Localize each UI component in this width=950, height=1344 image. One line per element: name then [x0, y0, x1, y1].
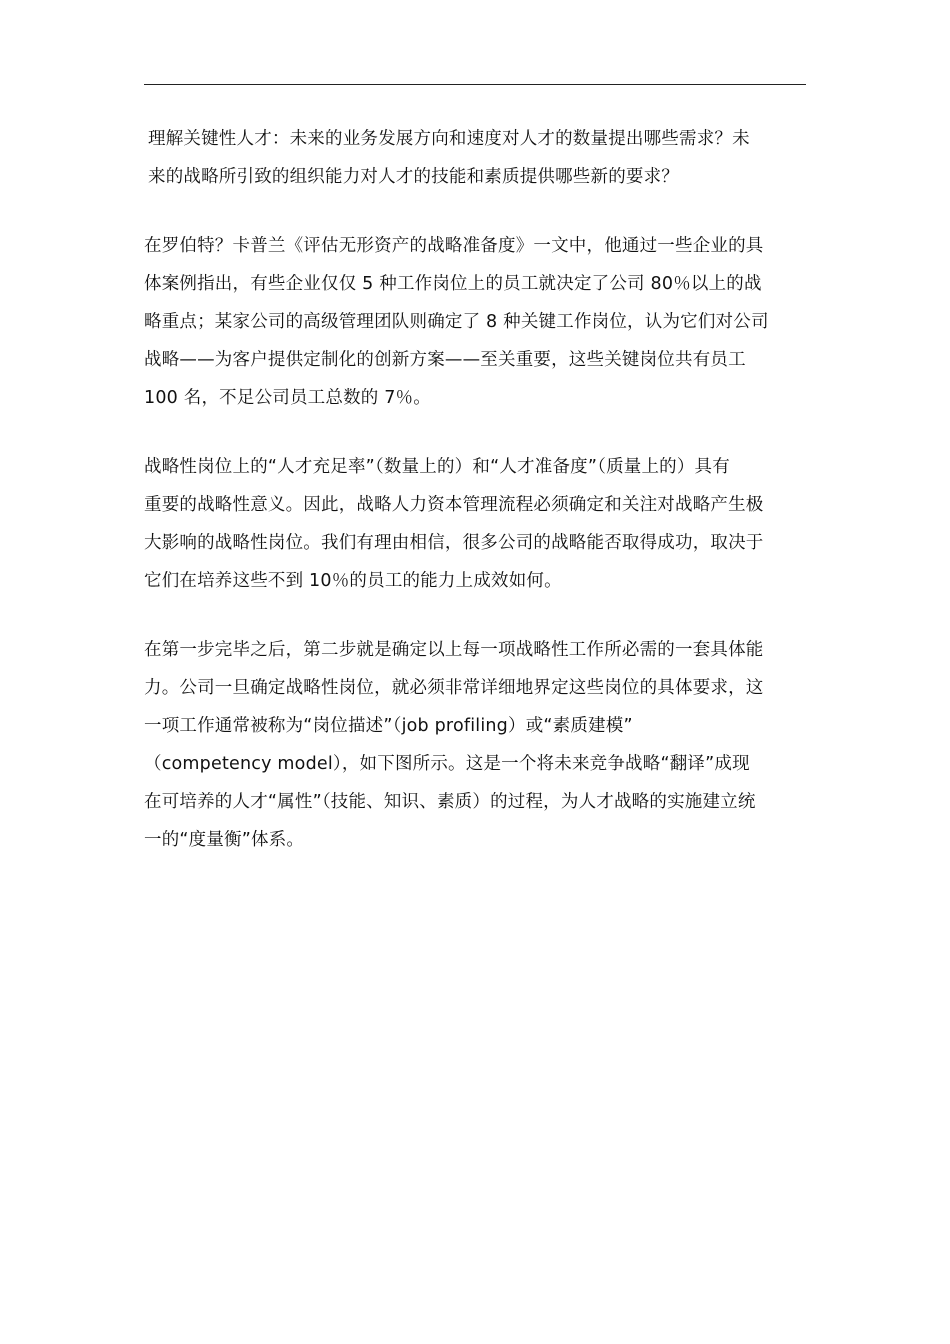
text-line: 略重点；某家公司的高级管理团队则确定了 8 种关键工作岗位，认为它们对公司	[144, 312, 769, 332]
text-line: 在第一步完毕之后，第二步就是确定以上每一项战略性工作所必需的一套具体能	[144, 640, 764, 660]
text-line: （competency model），如下图所示。这是一个将未来竞争战略“翻译”成现	[144, 754, 750, 774]
text-line: 在可培养的人才“属性”（技能、知识、素质）的过程，为人才战略的实施建立统	[144, 792, 756, 812]
text-line: 一的“度量衡”体系。	[144, 830, 305, 850]
text-line: 100 名，不足公司员工总数的 7％。	[144, 388, 431, 408]
text-line: 在罗伯特？卡普兰《评估无形资产的战略准备度》一文中，他通过一些企业的具	[144, 236, 764, 256]
paragraph-4	[144, 631, 806, 859]
paragraph-3	[144, 448, 806, 600]
text-line: 来的战略所引致的组织能力对人才的技能和素质提供哪些新的要求？	[148, 167, 679, 187]
text-line: 战略——为客户提供定制化的创新方案——至关重要，这些关键岗位共有员工	[144, 350, 746, 370]
text-line: 力。公司一旦确定战略性岗位，就必须非常详细地界定这些岗位的具体要求，这	[144, 678, 764, 698]
document-body	[144, 120, 806, 890]
text-line: 它们在培养这些不到 10％的员工的能力上成效如何。	[144, 571, 562, 591]
text-line: 体案例指出，有些企业仅仅 5 种工作岗位上的员工就决定了公司 80％以上的战	[144, 274, 762, 294]
text-line: 重要的战略性意义。因此，战略人力资本管理流程必须确定和关注对战略产生极	[144, 495, 764, 515]
paragraph-2	[144, 227, 806, 417]
paragraph-1	[144, 120, 806, 196]
text-line: 战略性岗位上的“人才充足率”（数量上的）和“人才准备度”（质量上的）具有	[144, 457, 730, 477]
text-line: 理解关键性人才：未来的业务发展方向和速度对人才的数量提出哪些需求？未	[148, 129, 750, 149]
text-line: 一项工作通常被称为“岗位描述”（job profiling）或“素质建模”	[144, 716, 633, 736]
text-line: 大影响的战略性岗位。我们有理由相信，很多公司的战略能否取得成功，取决于	[144, 533, 764, 553]
header-rule	[144, 84, 806, 85]
